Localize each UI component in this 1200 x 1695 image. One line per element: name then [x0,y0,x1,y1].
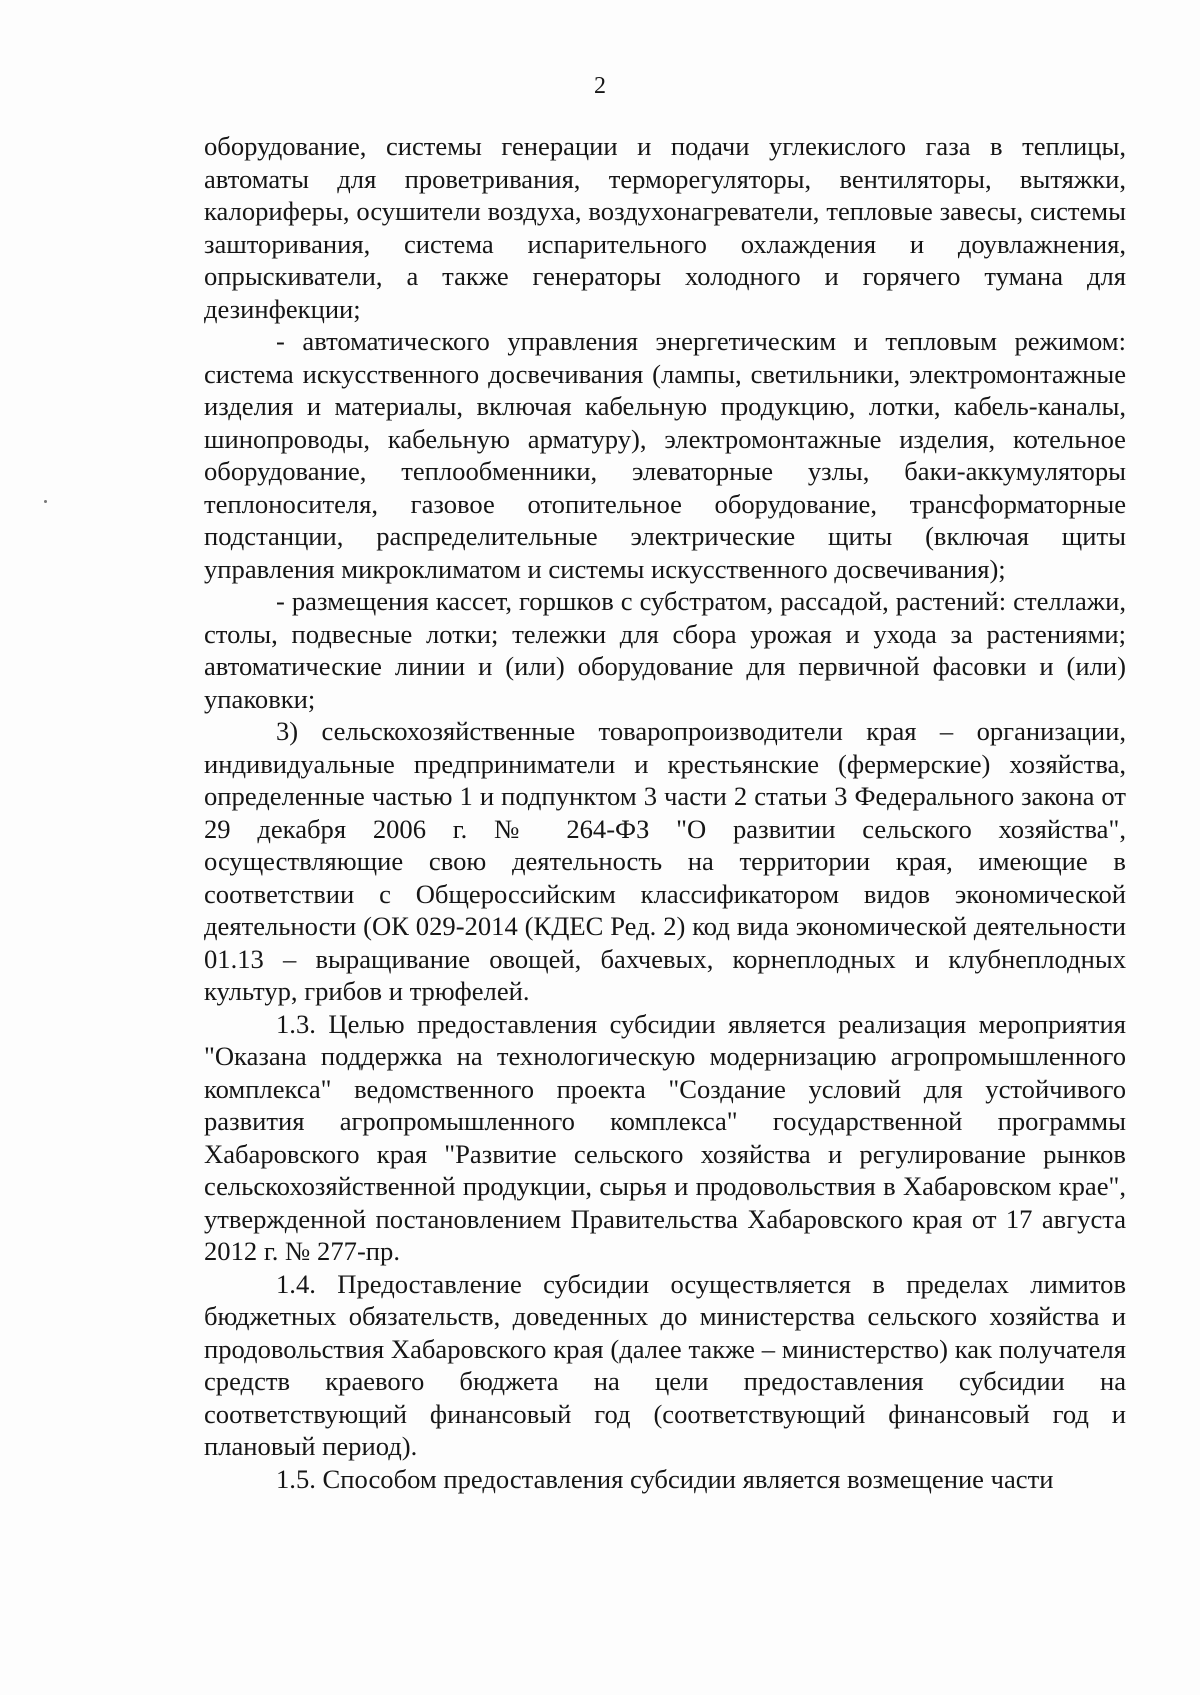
paragraph-1-4-limits: 1.4. Предоставление субсидии осуществляется в пределах лимитов бюджетных обязательств, доведенных до министерства сельского хозяйства и продовольствия Хабаровского края (далее также – министерство) как получателя средств краевого бюджета на цели предоставления субсидии на соответствующий финансовый год (соответствующий финансовый год и плановый период). [204,1268,1126,1461]
paragraph-placement: - размещения кассет, горшков с субстратом, рассадой, растений: стеллажи, столы, подвесные лотки; тележки для сбора урожая и ухода за растениями; автоматические линии и (или) оборудование для первичной фасовки и (или) упаковки; [204,586,1126,714]
paragraph-1-5-method: 1.5. Способом предоставления субсидии является возмещение части [276,1463,1054,1494]
scan-speck [44,500,47,503]
paragraph-producers: 3) сельскохозяйственные товаропроизводители края – организации, индивидуальные предприниматели и крестьянские (фермерские) хозяйства, определенные частью 1 и подпунктом 3 части 2 статьи 3 Федерального закона от 29 декабря 2006 г. № 264-ФЗ "О развитии сельского хозяйства", осуществляющие свою деятельность на территории края, имеющие в соответствии с Общероссийским классификатором видов экономической деятельности (ОК 029-2014 (КДЕС Ред. 2) код вида экономической деятельности 01.13 – выращивание овощей, бахчевых, корнеплодных и клубнеплодных культур, грибов и трюфелей. [204,716,1126,1006]
paragraph-equipment-continuation: оборудование, системы генерации и подачи углекислого газа в теплицы, автоматы для проветривания, терморегуляторы, вентиляторы, вытяжки, калориферы, осушители воздуха, воздухонагреватели, тепловые завесы, системы зашторивания, система испарительного охлаждения и доувлажнения, опрыскиватели, а также генераторы холодного и горячего тумана для дезинфекции; [204,131,1126,324]
document-body [204,130,1126,1495]
page-number: 2 [594,73,606,99]
paragraph-energy-control: - автоматического управления энергетическим и тепловым режимом: система искусственного досвечивания (лампы, светильники, электромонтажные изделия и материалы, включая кабельную продукцию, лотки, кабель-каналы, шинопроводы, кабельную арматуру), электромонтажные изделия, котельное оборудование, теплообменники, элеваторные узлы, баки-аккумуляторы теплоносителя, газовое отопительное оборудование, трансформаторные подстанции, распределительные электрические щиты (включая щиты управления микроклиматом и системы искусственного досвечивания); [204,326,1126,584]
paragraph-1-3-goal: 1.3. Целью предоставления субсидии является реализация мероприятия "Оказана поддержка на технологическую модернизацию агропромышленного комплекса" ведомственного проекта "Создание условий для устойчивого развития агропромышленного комплекса" государственной программы Хабаровского края "Развитие сельского хозяйства и регулирование рынков сельскохозяйственной продукции, сырья и продовольствия в Хабаровском крае", утвержденной постановлением Правительства Хабаровского края от 17 августа 2012 г. № 277-пр. [204,1008,1126,1266]
